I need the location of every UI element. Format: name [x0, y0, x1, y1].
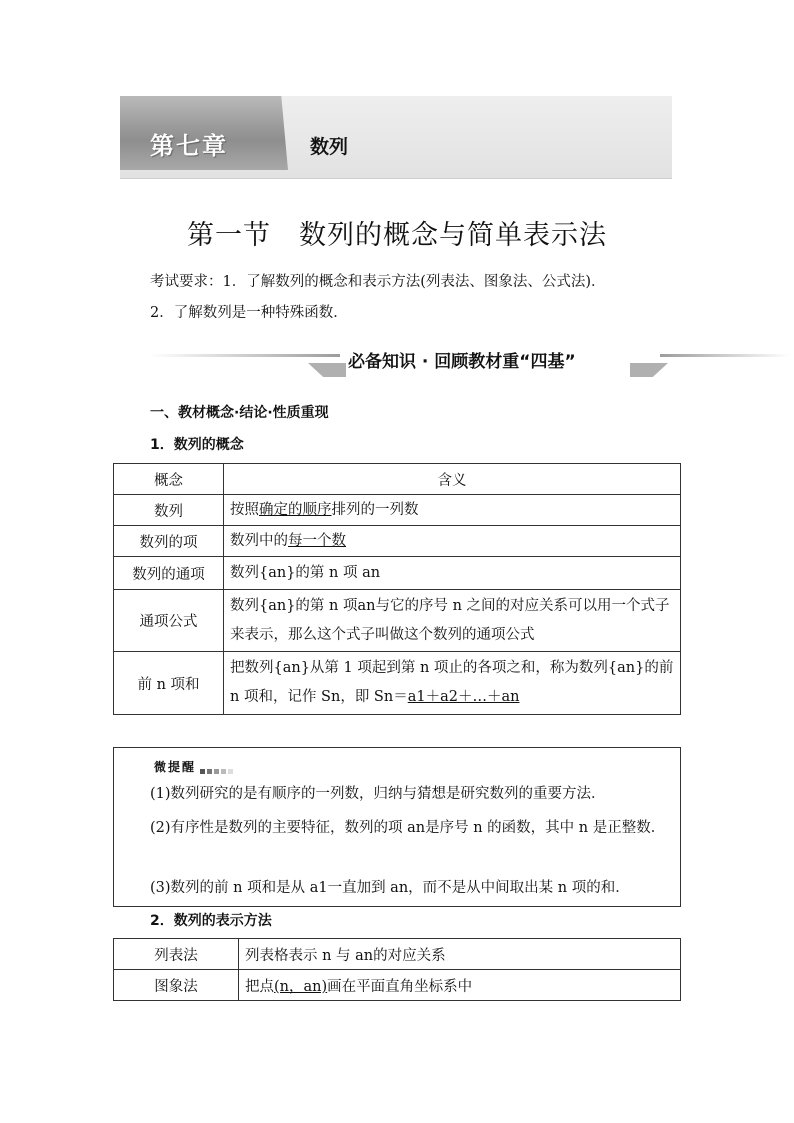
- table-row: [114, 495, 681, 526]
- table-row: [114, 557, 681, 590]
- term-cell: 前 n 项和: [114, 652, 224, 715]
- table-row: [114, 526, 681, 557]
- tip-point-2: (2)有序性是数列的主要特征，数列的项 an是序号 n 的函数，其中 n 是正整数．: [150, 820, 666, 836]
- meaning-underlined: 确定的顺序: [259, 501, 332, 518]
- meaning-underlined: 每一个数: [288, 532, 346, 549]
- meaning-underlined: a1＋a2＋…＋an: [407, 689, 520, 705]
- term-cell: 通项公式: [114, 590, 224, 652]
- meaning-text: 按照: [230, 501, 259, 518]
- table-row: [114, 652, 681, 715]
- heading-concepts: 一、教材概念·结论·性质重现: [150, 405, 329, 421]
- desc-text: 把点: [245, 978, 274, 995]
- term-cell: 数列的通项: [114, 557, 224, 590]
- concept-table: [113, 463, 681, 715]
- term-cell: 数列的项: [114, 526, 224, 557]
- chapter-number: 第七章: [150, 132, 228, 160]
- meaning-cell: 数列{an}的第 n 项an与它的序号 n 之间的对应关系可以用一个式子来表示，那么这个式子叫做这个数列的通项公式: [224, 590, 681, 652]
- exam-requirement-2: 2．了解数列是一种特殊函数．: [150, 305, 348, 321]
- tip-point-1: (1)数列研究的是有顺序的一列数，归纳与猜想是研究数列的重要方法．: [150, 786, 606, 802]
- section-label: 第一节: [187, 220, 271, 251]
- knowledge-banner: 必备知识 · 回顾教材重“四基”: [348, 352, 576, 372]
- meaning-text: 把数列{an}从第 1 项起到第 n 项止的各项之和，称为数列{an}的前 n 项和，记作 Sn，即 Sn＝: [230, 660, 674, 705]
- desc-cell: [239, 970, 681, 1001]
- table-row: [114, 970, 681, 1001]
- representation-table: [113, 938, 681, 1001]
- section-title: [0, 213, 794, 252]
- tip-heading: 微提醒: [154, 760, 197, 774]
- banner-chevron-right: [630, 363, 668, 377]
- banner-rule-left: [150, 354, 340, 357]
- tip-dots-icon: [200, 762, 235, 778]
- term-cell: 数列: [114, 495, 224, 526]
- banner-chevron-left: [308, 363, 346, 377]
- header-meaning: 含义: [224, 464, 681, 495]
- table-row: [114, 590, 681, 652]
- header-concept: 概念: [114, 464, 224, 495]
- meaning-text: 排列的一列数: [331, 501, 419, 518]
- heading-representation: 2．数列的表示方法: [150, 913, 272, 929]
- banner-rule-right: [660, 354, 790, 357]
- chapter-title: 数列: [310, 136, 349, 158]
- heading-sequence-concept: 1．数列的概念: [150, 437, 244, 453]
- table-row: [114, 939, 681, 970]
- desc-cell: 列表格表示 n 与 an的对应关系: [239, 939, 681, 970]
- desc-text: 画在平面直角坐标系中: [327, 978, 473, 995]
- section-name: 数列的概念与简单表示法: [299, 220, 607, 251]
- desc-underlined: (n，an): [274, 978, 328, 995]
- meaning-cell: [224, 495, 681, 526]
- meaning-cell: [224, 526, 681, 557]
- meaning-text: 数列中的: [230, 532, 288, 549]
- table-header-row: [114, 464, 681, 495]
- method-cell: 图象法: [114, 970, 239, 1001]
- exam-requirement-1: 考试要求：1．了解数列的概念和表示方法(列表法、图象法、公式法)．: [150, 274, 606, 290]
- meaning-cell: 数列{an}的第 n 项 an: [224, 557, 681, 590]
- method-cell: 列表法: [114, 939, 239, 970]
- tip-point-3: (3)数列的前 n 项和是从 a1一直加到 an，而不是从中间取出某 n 项的和．: [150, 880, 630, 896]
- meaning-cell: [224, 652, 681, 715]
